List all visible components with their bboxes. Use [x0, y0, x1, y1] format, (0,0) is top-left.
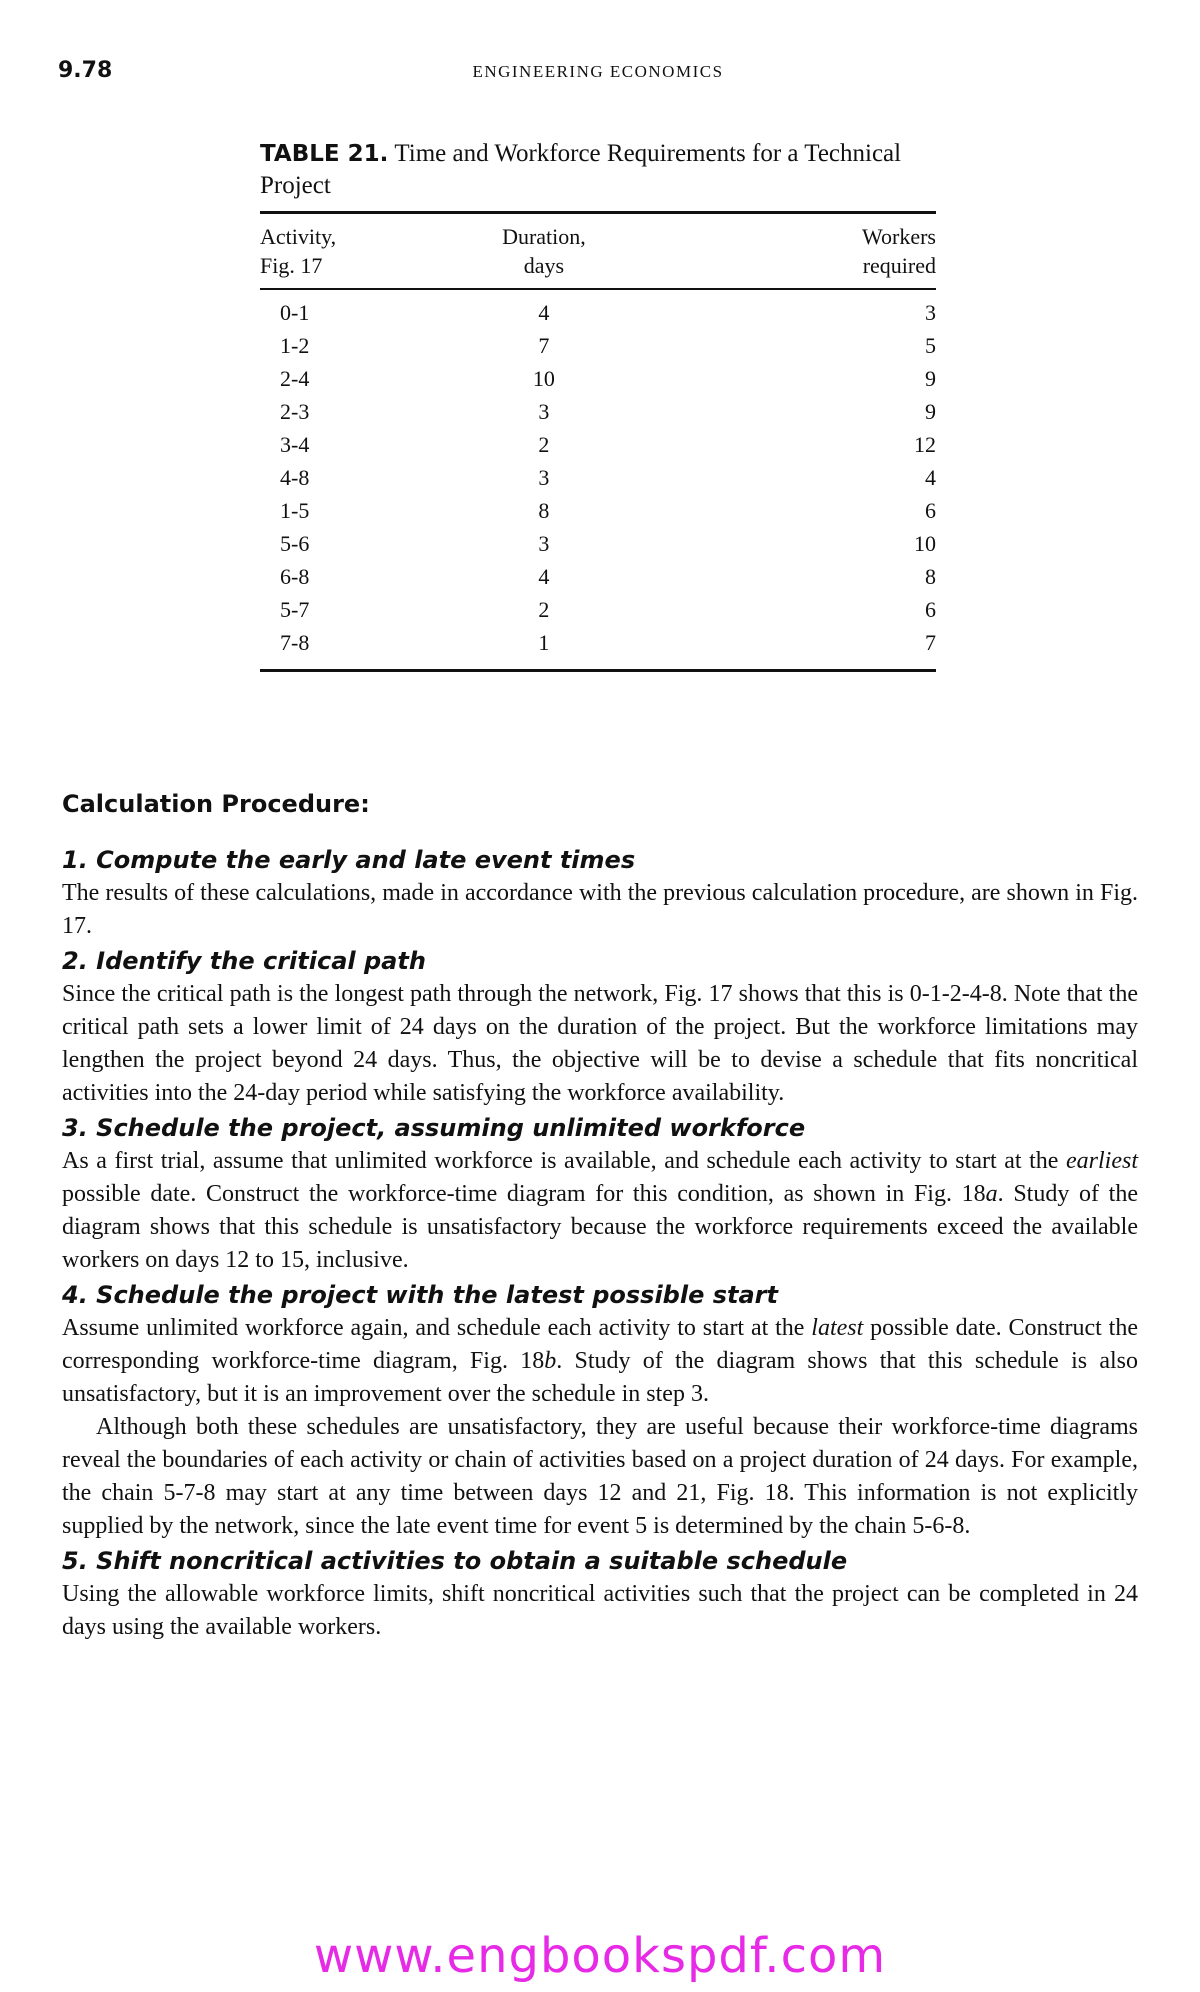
procedure-section [62, 788, 1138, 1644]
cell-duration: 3 [538, 465, 550, 490]
cell-workers: 9 [925, 399, 936, 424]
table-21 [260, 138, 936, 672]
cell-workers: 7 [925, 630, 936, 655]
cell-activity: 1-2 [280, 333, 310, 358]
table-row [260, 461, 936, 494]
cell-duration: 4 [538, 564, 550, 589]
cell-duration: 8 [538, 498, 550, 523]
table-row [260, 626, 936, 669]
procedure-heading: Calculation Procedure: [62, 790, 370, 818]
cell-workers: 9 [925, 366, 936, 391]
requirements-table [260, 214, 936, 669]
figure-ref-b: b [544, 1348, 557, 1374]
page-number: 9.78 [58, 58, 113, 83]
cell-duration: 10 [532, 366, 555, 391]
cell-workers: 10 [914, 531, 936, 556]
cell-workers: 12 [914, 432, 936, 457]
table-row [260, 290, 936, 329]
table-label: TABLE 21. [260, 141, 389, 167]
cell-activity: 3-4 [280, 432, 310, 457]
cell-workers: 6 [925, 498, 936, 523]
cell-workers: 6 [925, 597, 936, 622]
cell-activity: 6-8 [280, 564, 310, 589]
step-5-title: 5. Shift noncritical activities to obtain a suitable schedule [62, 1547, 848, 1575]
cell-duration: 7 [538, 333, 550, 358]
step-2-title: 2. Identify the critical path [62, 947, 426, 975]
emphasis-latest: latest [811, 1315, 864, 1341]
cell-activity: 2-4 [280, 366, 310, 391]
table-row [260, 527, 936, 560]
cell-workers: 8 [925, 564, 936, 589]
cell-workers: 3 [925, 300, 936, 325]
cell-activity: 7-8 [280, 630, 310, 655]
cell-duration: 3 [538, 399, 550, 424]
table-bottom-rule [260, 669, 936, 672]
emphasis-earliest: earliest [1066, 1148, 1138, 1174]
table-row [260, 494, 936, 527]
cell-workers: 4 [925, 465, 936, 490]
running-head [58, 58, 1138, 88]
table-row [260, 428, 936, 461]
figure-ref-a: a [985, 1181, 998, 1207]
step-2-body: Since the critical path is the longest path through the network, Fig. 17 shows that this is 0-1-2-4-8. Note that the critical path sets a lower limit of 24 days on the duration of the project. But the workforce limitations may lengthen the project beyond 24 days. Thus, the objective will be to devise a schedule that fits noncritical activities into the 24-day period while satisfying the workforce availability. [62, 981, 1138, 1106]
step-3-title: 3. Schedule the project, assuming unlimited workforce [62, 1114, 806, 1142]
header-workers: Workers required [862, 224, 936, 278]
cell-activity: 2-3 [280, 399, 310, 424]
table-caption-text: Time and Workforce Requirements for a Technical Project [260, 140, 902, 199]
step-4-body: Assume unlimited workforce again, and schedule each activity to start at the latest possible date. Construct the corresponding workforce-time diagram, Fig. 18b. Study of the diagram shows that this schedule is also unsatisfactory, but it is an improvement over the schedule in step 3. [62, 1315, 1138, 1407]
step-3-body: As a first trial, assume that unlimited workforce is available, and schedule each activity to start at the earliest possible date. Construct the workforce-time diagram for this condition, as shown in Fig. 18a. Study of the diagram shows that this schedule is unsatisfactory because the workforce requirements exceed the available workers on days 12 to 15, inclusive. [62, 1148, 1138, 1273]
step-4-title: 4. Schedule the project with the latest possible start [62, 1281, 778, 1309]
cell-activity: 4-8 [280, 465, 310, 490]
step-4-body-continued: Although both these schedules are unsatisfactory, they are useful because their workforce-time diagrams reveal the boundaries of each activity or chain of activities based on a project duration of 24 days. For example, the chain 5-7-8 may start at any time between days 12 and 21, Fig. 18. This information is not explicitly supplied by the network, since the late event time for event 5 is determined by the chain 5-6-8. [62, 1414, 1138, 1539]
watermark: www.engbookspdf.com [313, 1928, 887, 1984]
cell-activity: 1-5 [280, 498, 310, 523]
table-row [260, 560, 936, 593]
cell-duration: 1 [538, 630, 550, 655]
cell-activity: 5-6 [280, 531, 310, 556]
cell-activity: 0-1 [280, 300, 310, 325]
step-1-title: 1. Compute the early and late event times [62, 846, 636, 874]
cell-duration: 2 [538, 432, 550, 457]
header-activity: Activity, Fig. 17 [260, 224, 337, 278]
cell-duration: 4 [538, 300, 550, 325]
header-duration: Duration, days [502, 224, 586, 278]
table-row [260, 593, 936, 626]
step-5-body: Using the allowable workforce limits, shift noncritical activities such that the project can be completed in 24 days using the available workers. [62, 1581, 1138, 1640]
table-row [260, 395, 936, 428]
cell-activity: 5-7 [280, 597, 310, 622]
cell-duration: 2 [538, 597, 550, 622]
table-caption [260, 138, 936, 201]
cell-duration: 3 [538, 531, 550, 556]
book-title: ENGINEERING ECONOMICS [472, 62, 724, 81]
cell-workers: 5 [925, 333, 936, 358]
step-1-body: The results of these calculations, made in accordance with the previous calculation procedure, are shown in Fig. 17. [62, 880, 1138, 939]
table-row [260, 329, 936, 362]
table-row [260, 362, 936, 395]
table-body [260, 290, 936, 669]
table-header-row [260, 214, 936, 288]
